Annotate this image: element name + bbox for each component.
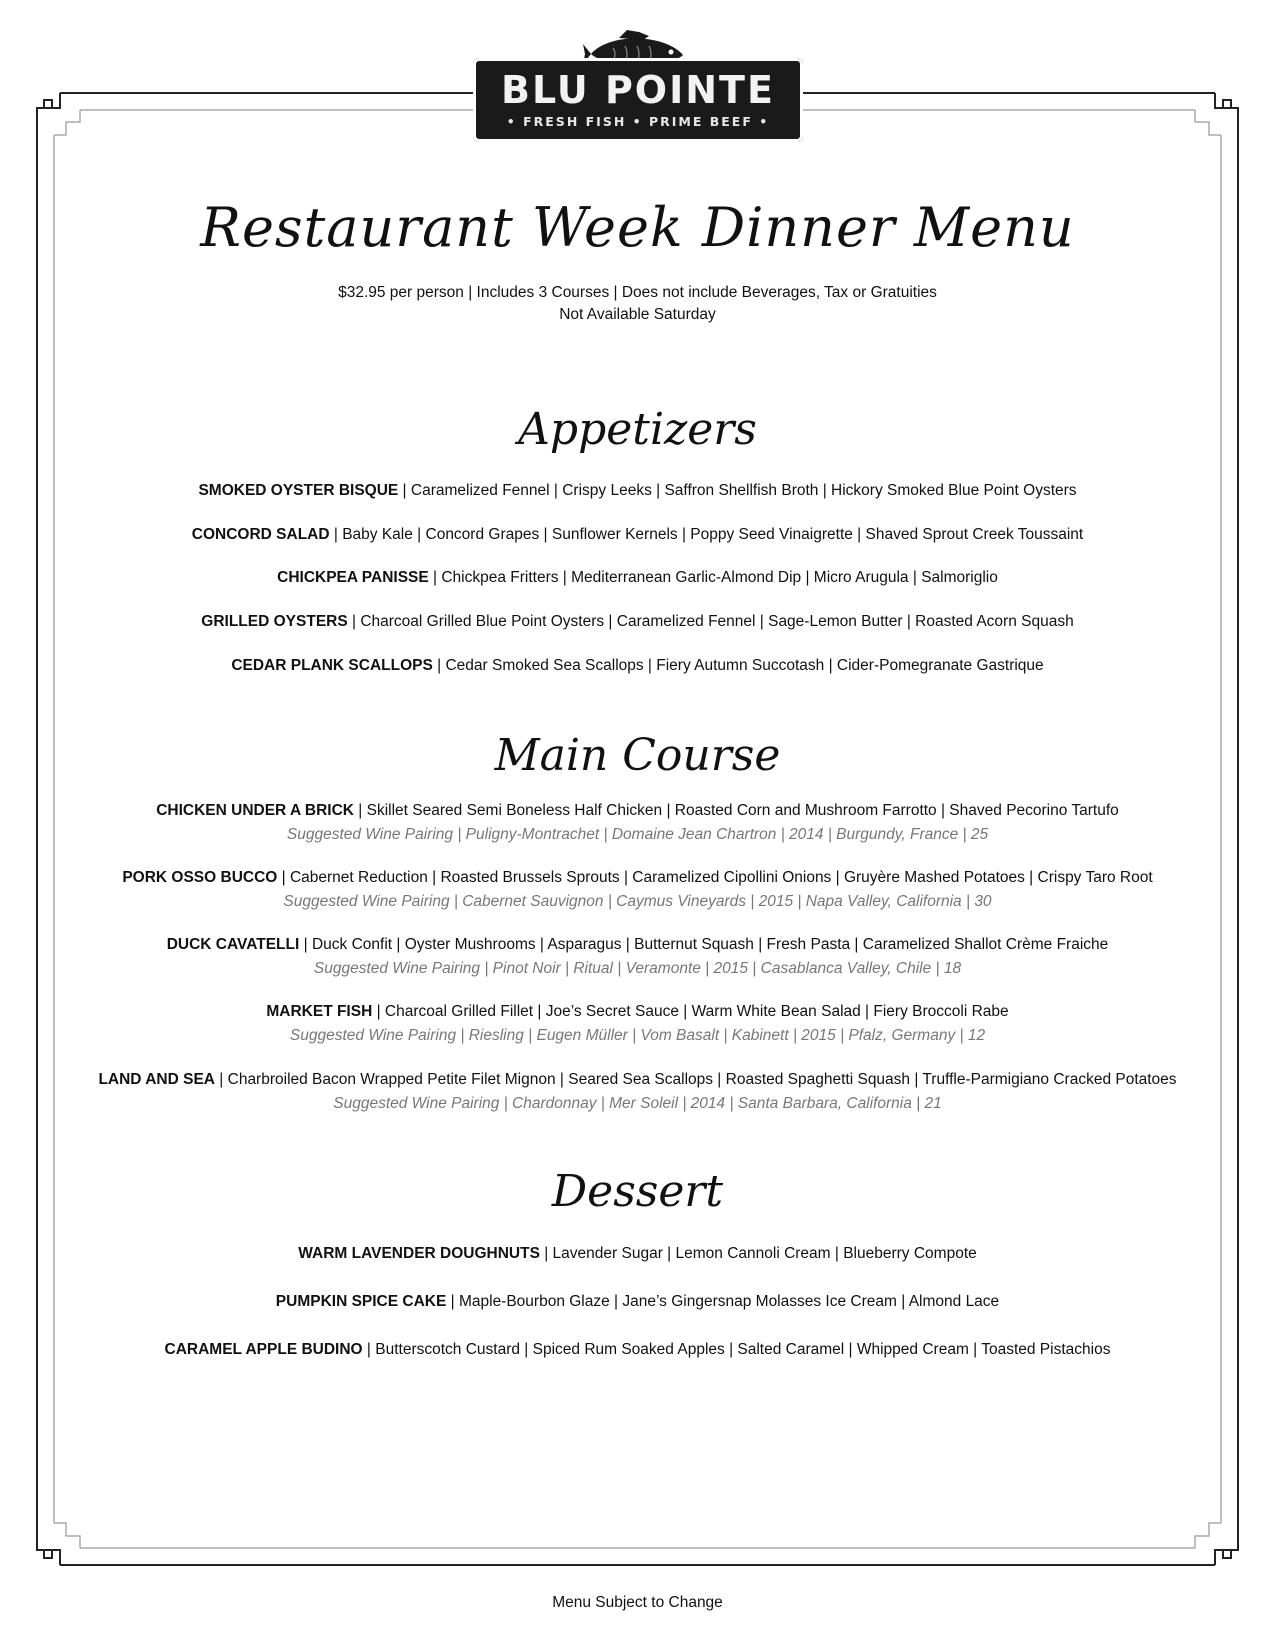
wine-pairing: Suggested Wine Pairing | Chardonnay | Mer Soleil | 2014 | Santa Barbara, California | 21 [333,1095,942,1112]
item-description: | Charcoal Grilled Fillet | Joe’s Secret Sauce | Warm White Bean Salad | Fiery Broccoli Rabe [372,1003,1009,1020]
menu-item [60,569,1215,587]
main-course-heading: Main Course [494,730,781,781]
logo-tagline: • FRESH FISH • PRIME BEEF • [506,114,770,129]
menu-item [60,1293,1215,1311]
appetizers-heading: Appetizers [518,404,757,455]
item-description: | Butterscotch Custard | Spiced Rum Soaked Apples | Salted Caramel | Whipped Cream | Toasted Pistachios [362,1341,1111,1358]
item-description: | Chickpea Fritters | Mediterranean Garlic-Almond Dip | Micro Arugula | Salmoriglio [428,569,998,586]
item-name: CHICKEN UNDER A BRICK [156,802,354,819]
menu-item [60,1003,1215,1021]
menu-item [60,1071,1215,1089]
item-name: PORK OSSO BUCCO [122,869,278,886]
item-name: MARKET FISH [266,1003,373,1020]
item-description: | Cabernet Reduction | Roasted Brussels Sprouts | Caramelized Cipollini Onions | Gruyère Mashed Potatoes | Crispy Taro Root [277,869,1153,886]
wine-pairing: Suggested Wine Pairing | Pinot Noir | Ritual | Veramonte | 2015 | Casablanca Valley, Chile | 18 [313,960,962,977]
logo-name: BLU POINTE [501,68,775,112]
wine-pairing: Suggested Wine Pairing | Cabernet Sauvignon | Caymus Vineyards | 2015 | Napa Valley, California | 30 [283,893,992,910]
menu-item [60,869,1215,887]
wine-pairing: Suggested Wine Pairing | Puligny-Montrachet | Domaine Jean Chartron | 2014 | Burgundy, France | 25 [286,826,989,843]
item-name: LAND AND SEA [98,1071,215,1088]
menu-item [60,613,1215,631]
price-info: $32.95 per person | Includes 3 Courses | Does not include Beverages, Tax or Gratuities [338,284,937,301]
item-description: | Baby Kale | Concord Grapes | Sunflower Kernels | Poppy Seed Vinaigrette | Shaved Sprout Creek Toussaint [329,526,1084,543]
menu-item [60,1341,1215,1359]
item-name: CHICKPEA PANISSE [277,569,429,586]
menu-item [60,526,1215,544]
availability-note: Not Available Saturday [559,306,716,323]
item-name: CONCORD SALAD [191,526,330,543]
item-description: | Charbroiled Bacon Wrapped Petite Filet Mignon | Seared Sea Scallops | Roasted Spaghetti Squash | Truffle-Parmigiano Cracked Potatoes [214,1071,1177,1088]
menu-item [60,657,1215,675]
dessert-heading: Dessert [551,1166,724,1217]
menu-item [60,936,1215,954]
item-description: | Charcoal Grilled Blue Point Oysters | Caramelized Fennel | Sage-Lemon Butter | Roasted Acorn Squash [347,613,1074,630]
item-description: | Cedar Smoked Sea Scallops | Fiery Autumn Succotash | Cider-Pomegranate Gastrique [432,657,1044,674]
wine-pairing: Suggested Wine Pairing | Riesling | Eugen Müller | Vom Basalt | Kabinett | 2015 | Pfalz, Germany | 12 [289,1027,986,1044]
item-description: | Caramelized Fennel | Crispy Leeks | Saffron Shellfish Broth | Hickory Smoked Blue Point Oysters [398,482,1077,499]
item-name: CEDAR PLANK SCALLOPS [231,657,433,674]
item-name: SMOKED OYSTER BISQUE [198,482,399,499]
item-name: PUMPKIN SPICE CAKE [275,1293,447,1310]
item-description: | Skillet Seared Semi Boneless Half Chicken | Roasted Corn and Mushroom Farrotto | Shaved Pecorino Tartufo [354,802,1119,819]
menu-item [60,802,1215,820]
item-description: | Duck Confit | Oyster Mushrooms | Asparagus | Butternut Squash | Fresh Pasta | Caramelized Shallot Crème Fraiche [299,936,1109,953]
item-name: WARM LAVENDER DOUGHNUTS [298,1245,540,1262]
item-name: CARAMEL APPLE BUDINO [164,1341,363,1358]
menu-subtitle [0,282,1275,326]
item-description: | Lavender Sugar | Lemon Cannoli Cream | Blueberry Compote [539,1245,977,1262]
item-name: GRILLED OYSTERS [201,613,348,630]
item-description: | Maple-Bourbon Glaze | Jane’s Gingersnap Molasses Ice Cream | Almond Lace [446,1293,1000,1310]
menu-item [60,482,1215,500]
page-title: Restaurant Week Dinner Menu [200,196,1075,259]
menu-item [60,1245,1215,1263]
item-name: DUCK CAVATELLI [166,936,300,953]
restaurant-logo [473,28,803,142]
footer-note: Menu Subject to Change [552,1594,723,1611]
